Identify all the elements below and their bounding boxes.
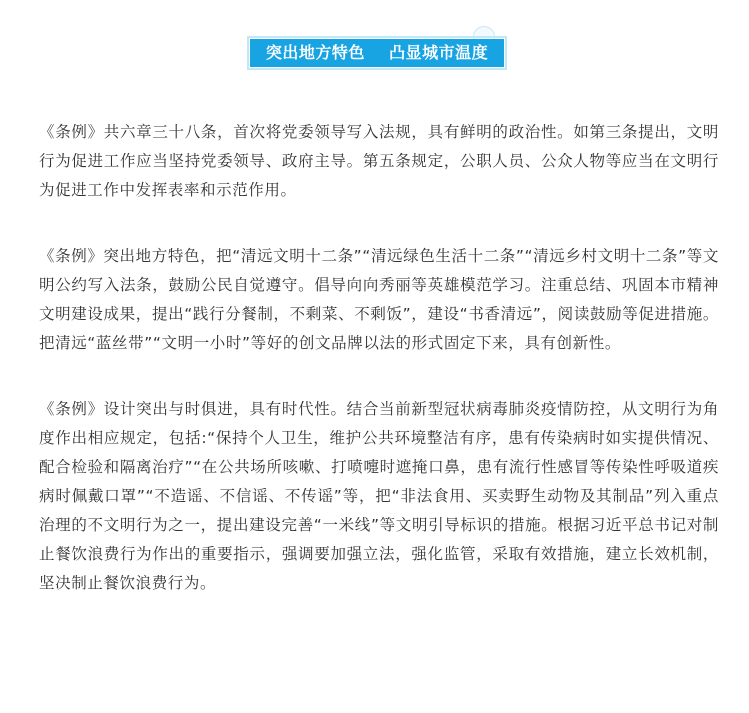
paragraph-local-features: 《条例》突出地方特色，把“清远文明十二条”“清远绿色生活十二条”“清远乡村文明十二条”等文明公约写入法条，鼓励公民自觉遵守。倡导向向秀丽等英雄模范学习。注重总结、巩固本市精神文明建设成果，提出“践行分餐制，不剩菜、不剩饭”，建设“书香清远”，阅读鼓励等促进措施。把清远“蓝丝带”“文明一小时”等好的创文品牌以法的形式固定下来，具有创新性。 [39,247,719,352]
section-header [247,36,507,70]
article-body [39,118,719,635]
paragraph-times: 《条例》设计突出与时俱进，具有时代性。结合当前新型冠状病毒肺炎疫情防控，从文明行为角度作出相应规定，包括:“保持个人卫生，维护公共环境整洁有序，患有传染病时如实提供情况、配合检验和隔离治疗”“在公共场所咳嗽、打喷嚏时遮掩口鼻，患有流行性感冒等传染性呼吸道疾病时佩戴口罩”“不造谣、不信谣、不传谣”等，把“非法食用、买卖野生动物及其制品”列入重点治理的不文明行为之一，提出建设完善“一米线”等文明引导标识的措施。根据习近平总书记对制止餐饮浪费行为作出的重要指示，强调要加强立法，强化监管，采取有效措施，建立长效机制，坚决制止餐饮浪费行为。 [39,400,719,592]
paragraph-political: 《条例》共六章三十八条，首次将党委领导写入法规，具有鲜明的政治性。如第三条提出，文明行为促进工作应当坚持党委领导、政府主导。第五条规定，公职人员、公众人物等应当在文明行为促进工作中发挥表率和示范作用。 [39,123,719,199]
section-title: 突出地方特色 凸显城市温度 [250,39,504,67]
